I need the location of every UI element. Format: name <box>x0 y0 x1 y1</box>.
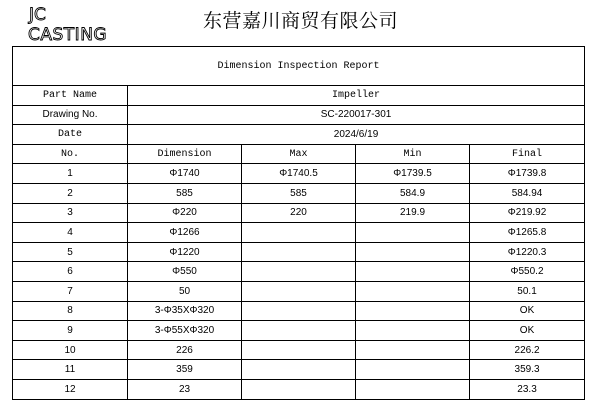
cell-final: Φ550.2 <box>470 262 585 282</box>
cell-no: 11 <box>13 360 128 380</box>
cell-final: 226.2 <box>470 340 585 360</box>
cell-final: 50.1 <box>470 281 585 301</box>
table-row <box>13 321 585 341</box>
table-row <box>13 242 585 262</box>
cell-final: Φ219.92 <box>470 203 585 223</box>
table-row <box>13 360 585 380</box>
logo-mark <box>27 3 117 43</box>
cell-dimension: 585 <box>128 183 242 203</box>
field-label: Date <box>13 125 128 145</box>
cell-dimension: 226 <box>128 340 242 360</box>
field-value: 2024/6/19 <box>128 125 585 145</box>
cell-max: 220 <box>242 203 356 223</box>
cell-final: Φ1220.3 <box>470 242 585 262</box>
cell-dimension: Φ1266 <box>128 223 242 243</box>
cell-no: 8 <box>13 301 128 321</box>
table-row <box>13 183 585 203</box>
cell-max <box>242 281 356 301</box>
cell-dimension: 23 <box>128 379 242 399</box>
table-row <box>13 379 585 399</box>
cell-max <box>242 340 356 360</box>
field-row-date <box>13 125 585 145</box>
cell-dimension: Φ220 <box>128 203 242 223</box>
jc-casting-logo <box>27 3 117 43</box>
cell-no: 7 <box>13 281 128 301</box>
cell-final: 23.3 <box>470 379 585 399</box>
field-value: Impeller <box>128 86 585 106</box>
cell-dimension: Φ1220 <box>128 242 242 262</box>
cell-no: 1 <box>13 164 128 184</box>
cell-dimension: Φ550 <box>128 262 242 282</box>
cell-final: Φ1739.8 <box>470 164 585 184</box>
cell-max <box>242 242 356 262</box>
report-title: Dimension Inspection Report <box>13 47 585 86</box>
cell-final: Φ1265.8 <box>470 223 585 243</box>
cell-dimension: 3-Φ55XΦ320 <box>128 321 242 341</box>
cell-max <box>242 223 356 243</box>
cell-final: 359.3 <box>470 360 585 380</box>
field-label: Part Name <box>13 86 128 106</box>
cell-min: Φ1739.5 <box>356 164 470 184</box>
cell-max <box>242 301 356 321</box>
cell-no: 9 <box>13 321 128 341</box>
cell-no: 6 <box>13 262 128 282</box>
cell-min: 219.9 <box>356 203 470 223</box>
cell-min <box>356 379 470 399</box>
field-row-drawing-no <box>13 105 585 125</box>
cell-no: 12 <box>13 379 128 399</box>
cell-dimension: 359 <box>128 360 242 380</box>
cell-final: OK <box>470 321 585 341</box>
column-header: Max <box>242 144 356 164</box>
column-header: Dimension <box>128 144 242 164</box>
cell-min <box>356 321 470 341</box>
column-header: Min <box>356 144 470 164</box>
cell-max: Φ1740.5 <box>242 164 356 184</box>
report-title-row <box>13 47 585 86</box>
cell-no: 4 <box>13 223 128 243</box>
cell-max <box>242 379 356 399</box>
cell-final: 584.94 <box>470 183 585 203</box>
cell-max: 585 <box>242 183 356 203</box>
field-label: Drawing No. <box>13 105 128 125</box>
field-row-part-name <box>13 86 585 106</box>
cell-min <box>356 223 470 243</box>
table-row <box>13 281 585 301</box>
cell-no: 10 <box>13 340 128 360</box>
cell-min <box>356 281 470 301</box>
cell-min: 584.9 <box>356 183 470 203</box>
cell-no: 5 <box>13 242 128 262</box>
cell-min <box>356 301 470 321</box>
cell-max <box>242 360 356 380</box>
table-row <box>13 203 585 223</box>
table-row <box>13 301 585 321</box>
cell-max <box>242 321 356 341</box>
table-row <box>13 164 585 184</box>
cell-min <box>356 242 470 262</box>
logo-text-bottom: CASTING <box>28 25 108 43</box>
cell-max <box>242 262 356 282</box>
company-name: 东营嘉川商贸有限公司 <box>203 10 399 32</box>
cell-dimension: Φ1740 <box>128 164 242 184</box>
logo-text-top: JC <box>29 5 46 25</box>
table-row <box>13 262 585 282</box>
cell-dimension: 3-Φ35XΦ320 <box>128 301 242 321</box>
cell-dimension: 50 <box>128 281 242 301</box>
table-row <box>13 223 585 243</box>
field-value: SC-220017-301 <box>128 105 585 125</box>
cell-min <box>356 340 470 360</box>
column-header-row <box>13 144 585 164</box>
column-header: Final <box>470 144 585 164</box>
cell-no: 3 <box>13 203 128 223</box>
table-row <box>13 340 585 360</box>
column-header: No. <box>13 144 128 164</box>
cell-final: OK <box>470 301 585 321</box>
cell-min <box>356 262 470 282</box>
cell-no: 2 <box>13 183 128 203</box>
inspection-report-table <box>12 46 585 400</box>
cell-min <box>356 360 470 380</box>
